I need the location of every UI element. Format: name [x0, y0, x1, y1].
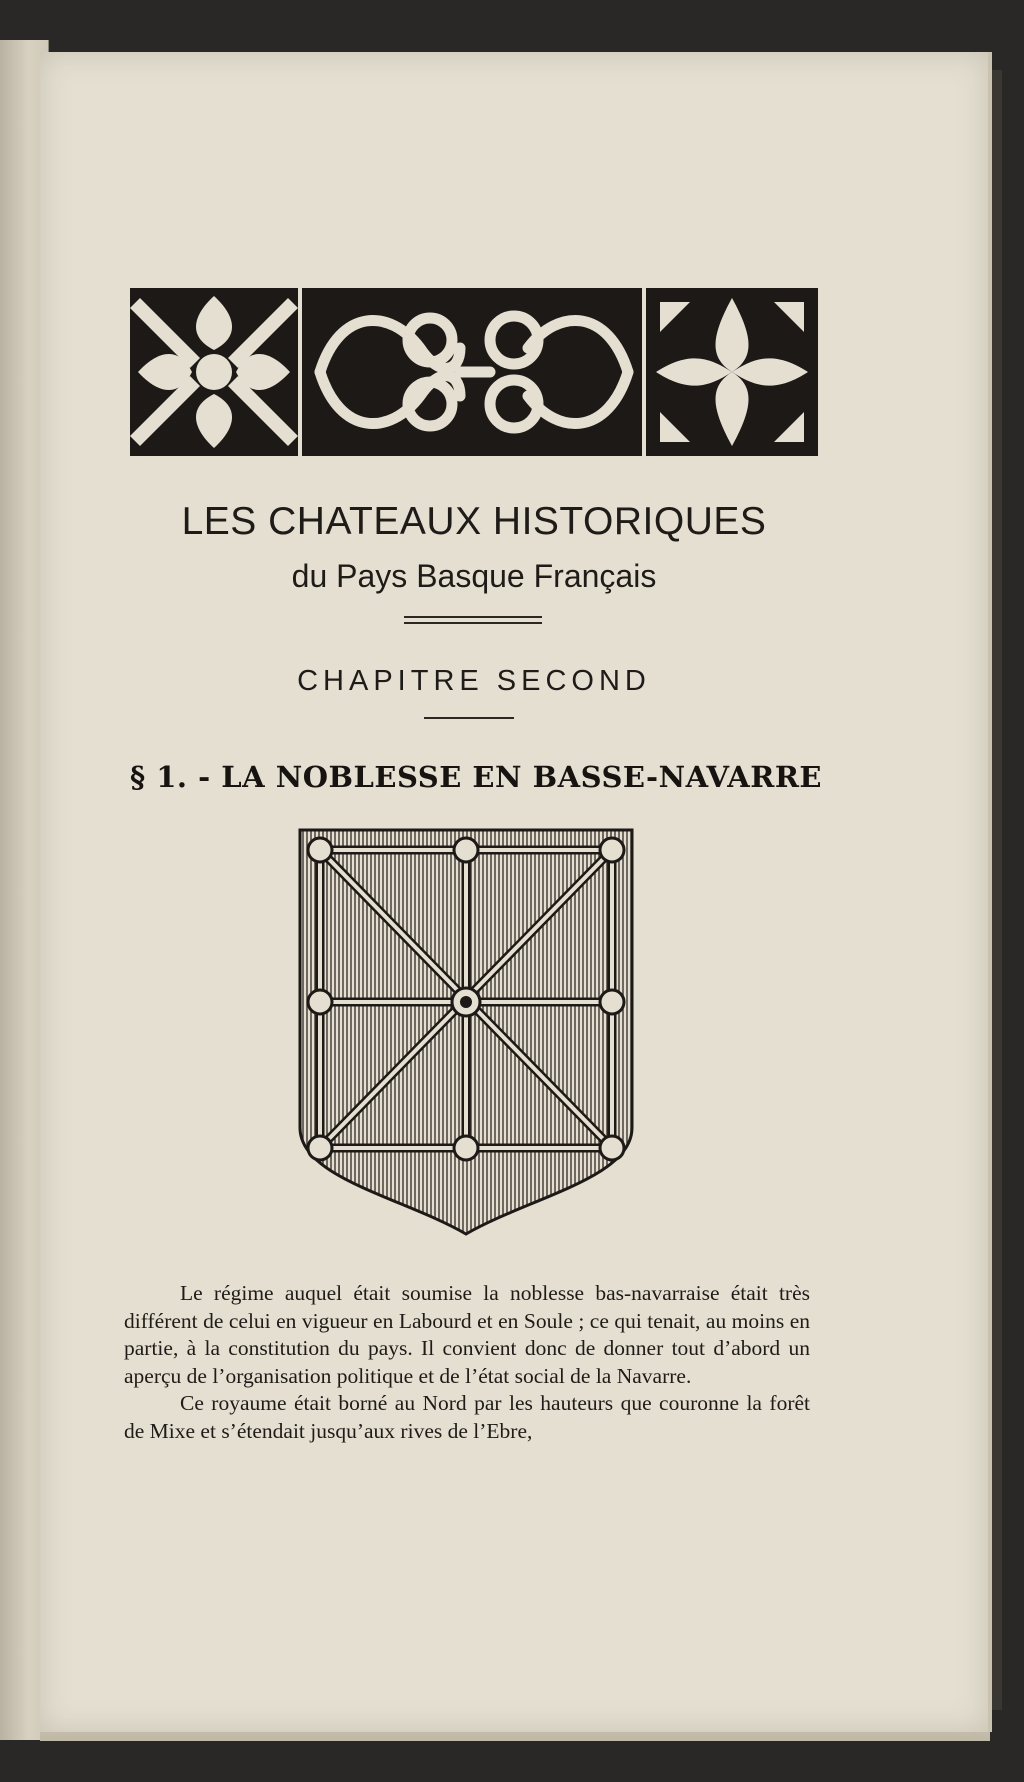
book-subtitle: du Pays Basque Français [291, 558, 657, 594]
body-text [124, 1280, 810, 1445]
navarre-coat-of-arms [298, 828, 634, 1236]
single-divider [424, 717, 514, 719]
left-quatrefoil-panel [130, 296, 298, 448]
paragraph: Ce royaume était borné au Nord par les hauteurs que couronne la forêt de Mixe et s’étendait jusqu’aux rives de l’Ebre, [124, 1391, 810, 1443]
paragraph: Le régime auquel était soumise la noblesse bas-navarraise était très différent de celui en vigueur en Labourd et en Soule ; ce qui tenait, au moins en partie, à la constitution du pays. Il convient donc de donner tout d’abord un aperçu de l’organisation politique et de l’état social de la Navarre. [124, 1281, 810, 1388]
decorative-ornament-band [130, 288, 818, 456]
double-divider [404, 616, 542, 624]
section-heading: § 1. - LA NOBLESSE EN BASSE-NAVARRE [129, 760, 823, 794]
book-title: LES CHATEAUX HISTORIQUES [181, 500, 767, 543]
chapter-heading: CHAPITRE SECOND [297, 665, 651, 697]
